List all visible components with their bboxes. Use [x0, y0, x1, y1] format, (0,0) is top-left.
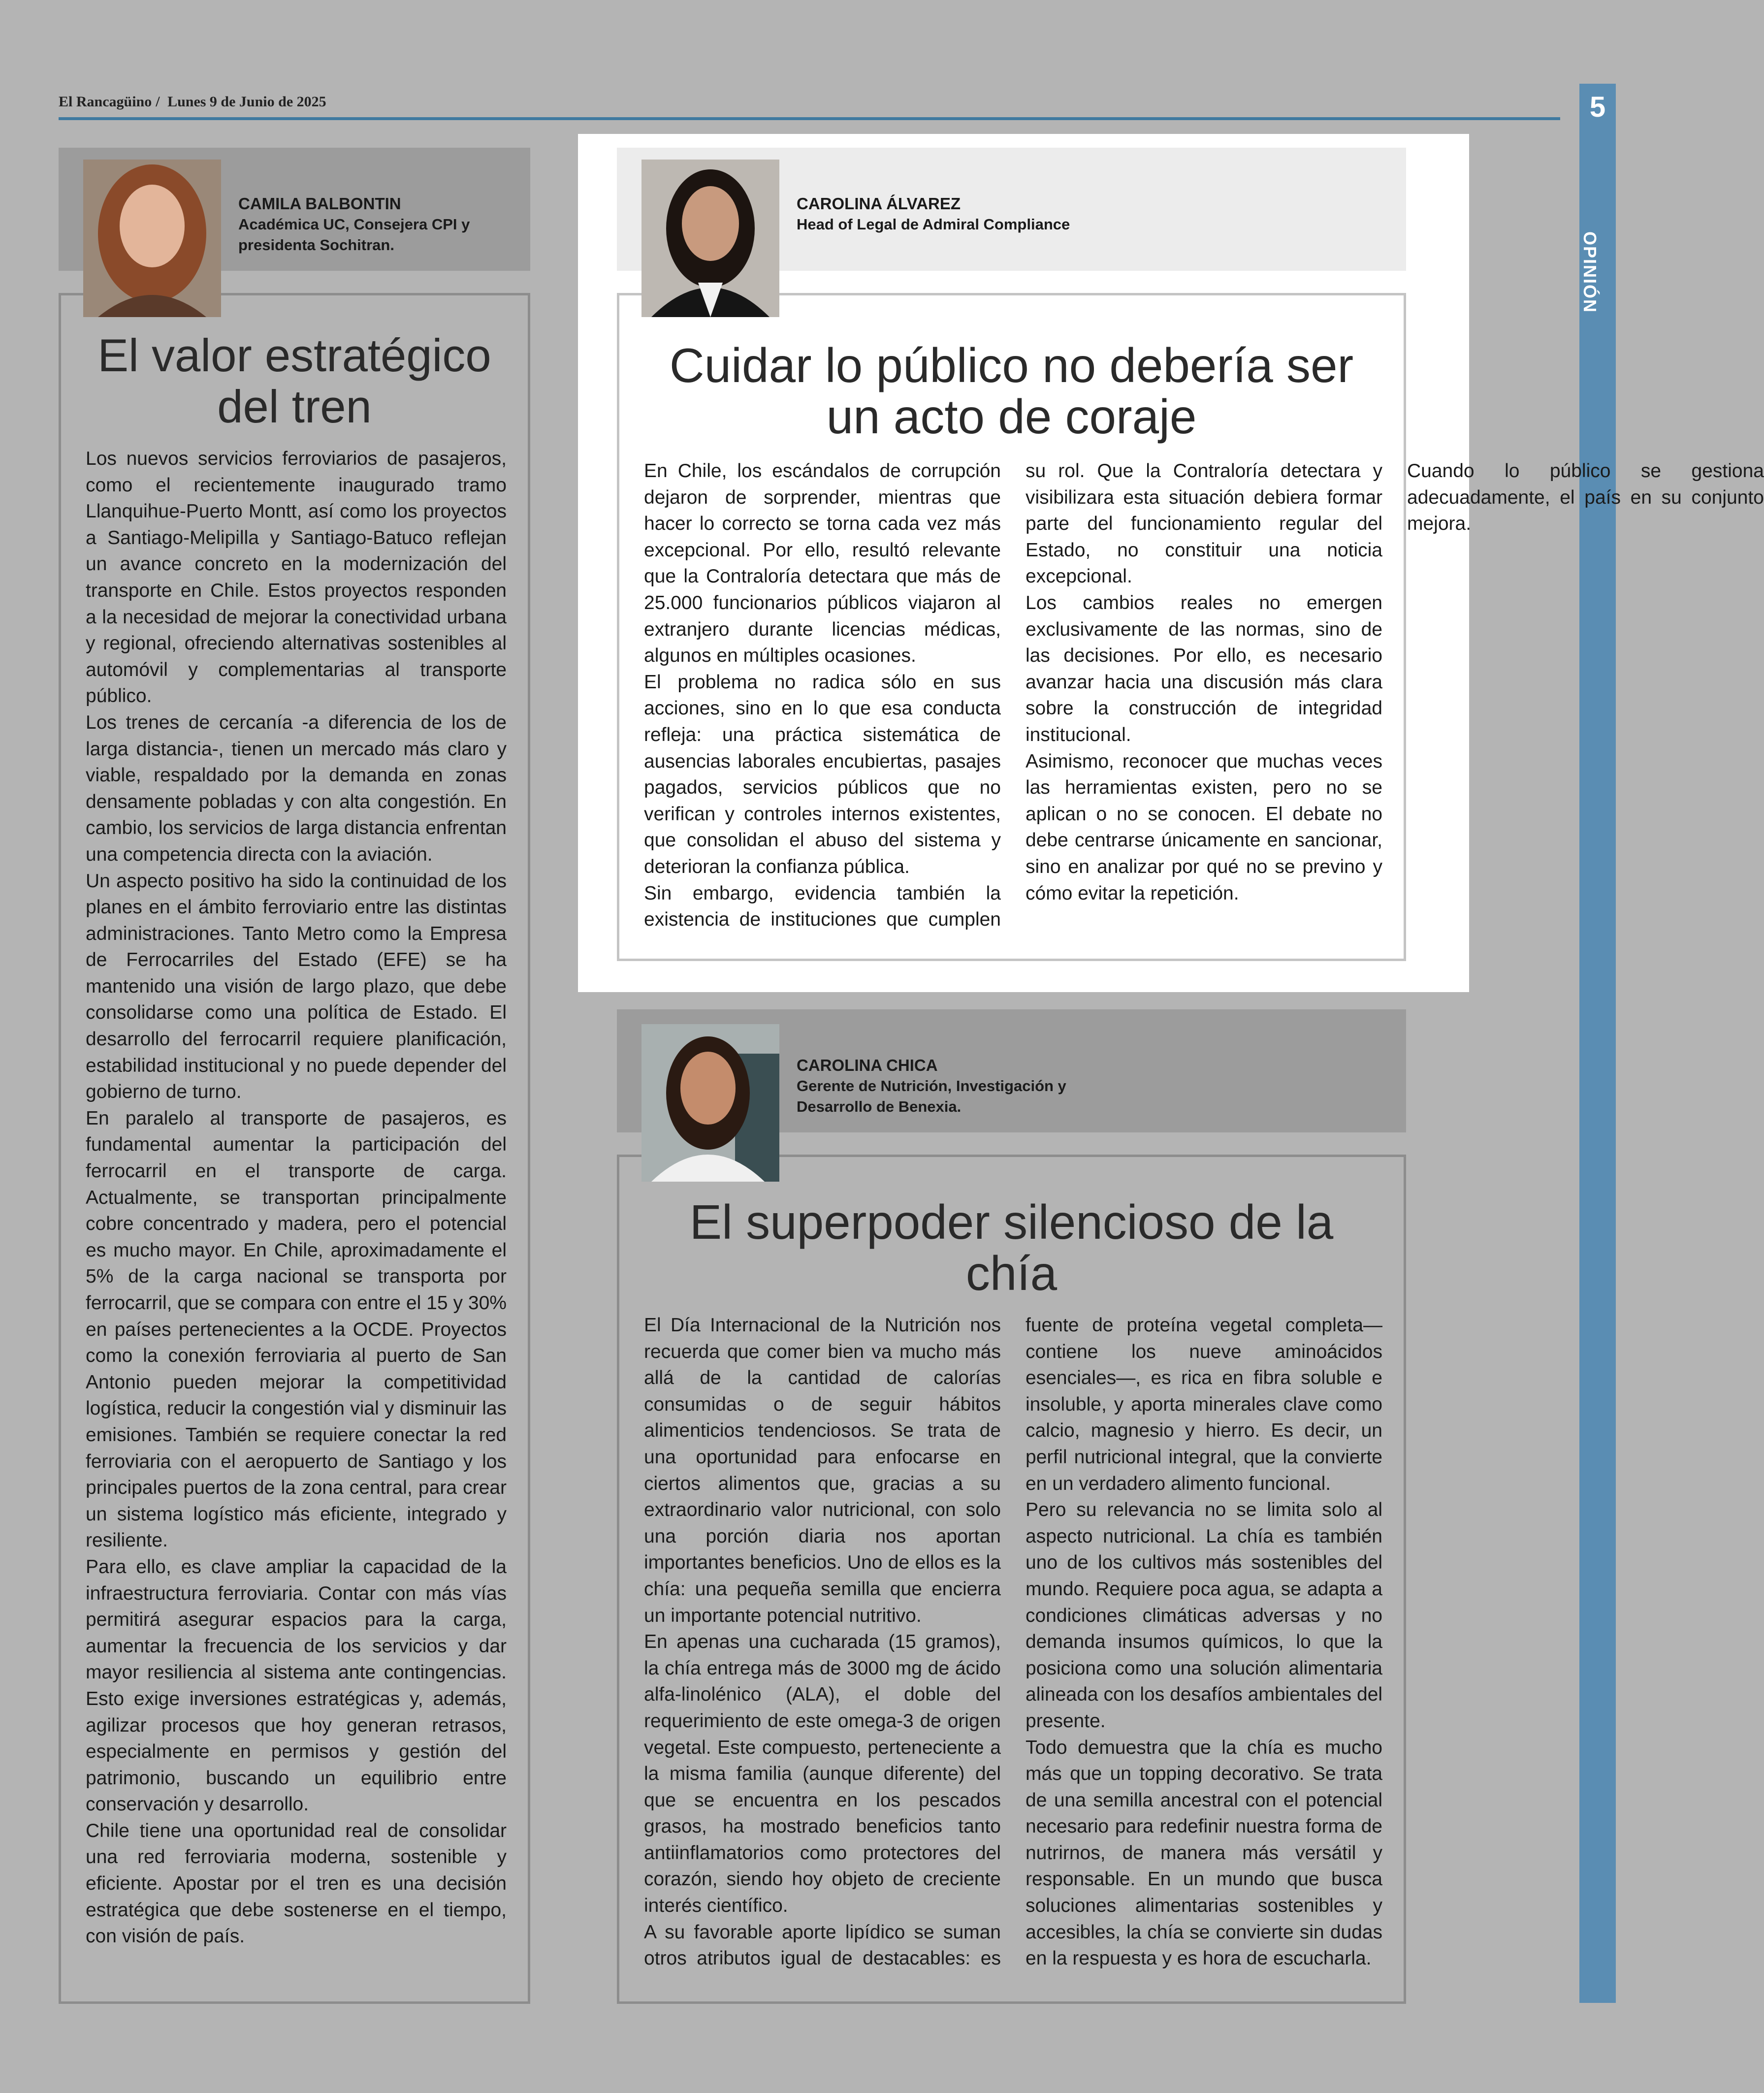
article-body	[644, 458, 1764, 938]
issue-date: Lunes 9 de Junio de 2025	[167, 94, 326, 110]
paragraph: En paralelo al transporte de pasajeros, es fundamental aumentar la participación del ferrocarril en el transporte de carga. Actualmente, se transportan principalmente cobre concentrado y madera, pero el potencial es mucho mayor. En Chile, aproximadamente el 5% de la carga nacional se transporta por ferrocarril, que se compara con entre el 15 y 30% en países pertenecientes a la OCDE. Proyectos como la conexión ferroviaria al puerto de San Antonio pueden mejorar la competitividad logística, reducir la congestión vial y disminuir las emisiones. También se requiere conectar la red ferroviaria con el aeropuerto de Santiago y los principales puertos de la zona central, para crear un sistema logístico más eficiente, integrado y resiliente.	[86, 1107, 507, 1551]
paragraph: Un aspecto positivo ha sido la continuidad de los planes en el ámbito ferroviario entre las distintas administraciones. Tanto Metro como la Empresa de Ferrocarriles del Estado (EFE) se ha mantenido una visión de largo plazo, que debe consolidarse como una política de Estado. El desarrollo del ferrocarril requiere planificación, estabilidad institucional y no puede depender del gobierno de turno.	[86, 870, 507, 1103]
paragraph: Asimismo, reconocer que muchas veces las herramientas existen, pero no se aplican o no se conocen. El debate no debe centrarse únicamente en sancionar, sino en analizar por qué no se previno y cómo evitar la repetición.	[1026, 750, 1382, 904]
paragraph: El Día Internacional de la Nutrición nos recuerda que comer bien va mucho más allá de la cantidad de calorías consumidas o de seguir hábitos alimenticios tendenciosos. Se trata de una oportunidad para enfocarse en ciertos alimentos que, gracias a su extraordinario valor nutricional, con solo una porción diaria nos aportan importantes beneficios. Uno de ellos es la chía: una pequeña semilla que encierra un importante potencial nutritivo.	[644, 1315, 1001, 1626]
portrait-image	[83, 160, 221, 317]
author-photo	[641, 160, 779, 317]
portrait-image	[641, 1024, 779, 1182]
portrait-image	[641, 160, 779, 317]
paragraph: Chile tiene una oportunidad real de consolidar una red ferroviaria moderna, sostenible y eficiente. Apostar por el tren es una decisión estratégica que debe sostenerse en el tiempo, con visión de país.	[86, 1820, 507, 1947]
article-card	[617, 1155, 1406, 2004]
author-name: CAROLINA CHICA	[797, 1056, 938, 1074]
masthead-separator: /	[156, 94, 160, 110]
author-role: Gerente de Nutrición, Investigación y Desarrollo de Benexia.	[797, 1077, 1066, 1115]
page-number: 5	[1589, 91, 1606, 123]
paragraph: Los nuevos servicios ferroviarios de pasajeros, como el recientemente inaugurado tramo Llanquihue-Puerto Montt, así como los proyectos a Santiago-Melipilla y Santiago-Batuco reflejan un avance concreto en la modernización del transporte en Chile. Estos proyectos responden a la necesidad de mejorar la conectividad urbana y regional, ofreciendo alternativas sostenibles al automóvil y complementarias al transporte público.	[86, 448, 507, 707]
paragraph: Los trenes de cercanía -a diferencia de los de larga distancia-, tienen un mercado más claro y viable, respaldado por la demanda en zonas densamente pobladas y con alta congestión. En cambio, los servicios de larga distancia enfrentan una competencia directa con la aviación.	[86, 711, 507, 865]
masthead	[59, 94, 330, 110]
author-header	[617, 148, 1406, 271]
author-role: Académica UC, Consejera CPI y presidenta Sochitran.	[238, 216, 470, 254]
paragraph: Cuando lo público se gestiona adecuadamente, el país en su conjunto mejora.	[1407, 460, 1764, 535]
article-title: Cuidar lo público no debería ser un acto de coraje	[669, 338, 1354, 444]
article-title: El valor estratégico del tren	[97, 329, 491, 432]
author-photo	[641, 1024, 779, 1182]
paragraph: El problema no radica sólo en sus acciones, sino en lo que esa conducta refleja: una práctica sistemática de ausencias laborales encubiertas, pasajes pagados, servicios públicos que no verifican y controles internos existentes, que consolidan el abuso del sistema y deterioran la confianza pública.	[644, 671, 1001, 877]
author-header	[59, 148, 530, 271]
author-name: CAMILA BALBONTIN	[238, 194, 401, 213]
paragraph: Todo demuestra que la chía es mucho más que un topping decorativo. Se trata de una semilla ancestral con el potencial necesario para redefinir nuestra forma de nutrirnos, de manera más versátil y responsable. En un mundo que busca soluciones alimentarias sostenibles y accesibles, la chía se convierte sin dudas en la respuesta y es hora de escucharla.	[1026, 1737, 1382, 1969]
article-body	[644, 1312, 1382, 1972]
article-title: El superpoder silencioso de la chía	[689, 1195, 1334, 1300]
article-body	[86, 446, 507, 1950]
section-label: OPINIÓN	[1580, 231, 1600, 314]
author-photo	[83, 160, 221, 317]
article-card	[59, 293, 530, 2004]
masthead-rule	[59, 117, 1560, 120]
author-header	[617, 1009, 1406, 1132]
paragraph: Los cambios reales no emergen exclusivamente de las normas, sino de las decisiones. Por ello, es necesario avanzar hacia una discusión más clara sobre la construcción de integridad institucional.	[1026, 592, 1382, 745]
article-card	[617, 293, 1764, 961]
paper-name: El Rancagüino	[59, 94, 152, 110]
paragraph: En Chile, los escándalos de corrupción dejaron de sorprender, mientras que hacer lo correcto se torna cada vez más excepcional. Por ello, resultó relevante que la Contraloría detectara que más de 25.000 funcionarios públicos viajaron al extranjero durante licencias médicas, algunos en múltiples ocasiones.	[644, 460, 1001, 667]
paragraph: Pero su relevancia no se limita solo al aspecto nutricional. La chía es también uno de los cultivos más sostenibles del mundo. Requiere poca agua, se adapta a condiciones climáticas adversas y no demanda insumos químicos, lo que la posiciona como una solución alimentaria alineada con los desafíos ambientales del presente.	[1026, 1499, 1382, 1732]
paragraph: Sin embargo, evidencia también la existencia de instituciones que cumplen su rol. Que la Contraloría detectara y visibilizara esta situación debiera formar parte del funcionamiento regular del Estado, no constituir una noticia excepcional.	[644, 460, 1382, 931]
paragraph: En apenas una cucharada (15 gramos), la chía entrega más de 3000 mg de ácido alfa-linolénico (ALA), el doble del requerimiento de este omega-3 de origen vegetal. Este compuesto, perteneciente a la misma familia (aunque diferente) del que se encuentra en los pescados grasos, ha mostrado beneficios tanto antiinflamatorios como protectores del corazón, siendo hoy objeto de creciente interés científico.	[644, 1631, 1001, 1917]
author-role: Head of Legal de Admiral Compliance	[797, 216, 1070, 233]
author-name: CAROLINA ÁLVAREZ	[797, 194, 961, 213]
section-tab	[1579, 84, 1616, 2003]
paragraph: A su favorable aporte lipídico se suman otros atributos igual de destacables: es fuente de proteína vegetal completa—contiene los nueve aminoácidos esenciales—, es rica en fibra soluble e insoluble, y aporta minerales clave como calcio, magnesio y hierro. Es decir, un perfil nutricional integral, que la convierte en un verdadero alimento funcional.	[644, 1315, 1382, 1969]
paragraph: Para ello, es clave ampliar la capacidad de la infraestructura ferroviaria. Contar con más vías permitirá asegurar espacios para la carga, aumentar la frecuencia de los servicios y dar mayor resiliencia al sistema ante contingencias. Esto exige inversiones estratégicas y, además, agilizar procesos que hoy generan retrasos, especialmente en permisos y gestión del patrimonio, buscando un equilibrio entre conservación y desarrollo.	[86, 1556, 507, 1815]
